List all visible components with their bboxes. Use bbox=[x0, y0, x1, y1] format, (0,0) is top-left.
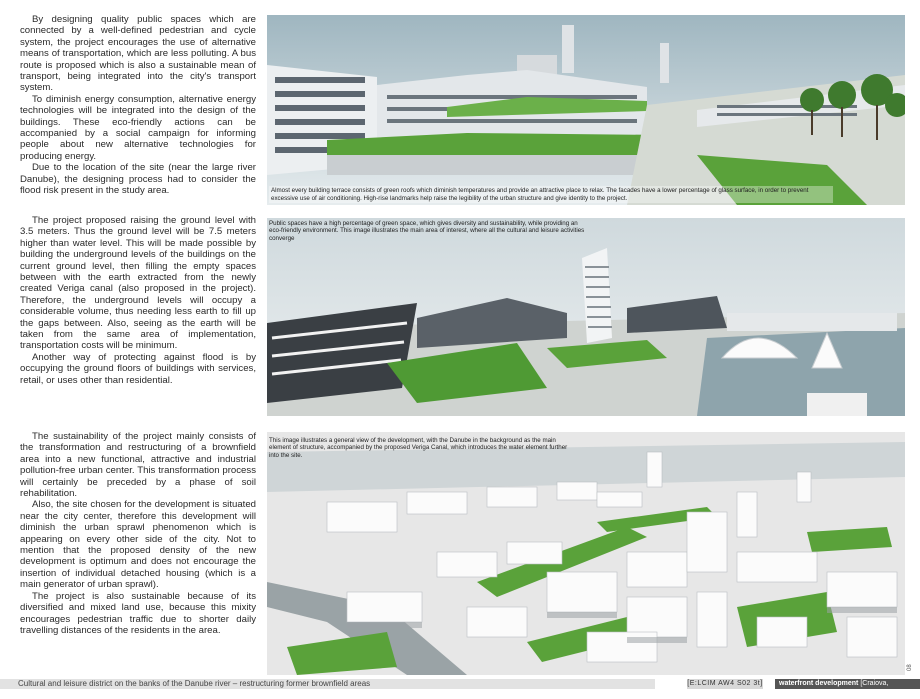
render-illustration bbox=[267, 15, 905, 205]
page-number: 08 bbox=[907, 664, 913, 671]
paragraph: Due to the location of the site (near the large river Danube), the designing process had to consider the flood risk present in the study area. bbox=[20, 162, 256, 197]
render-cultural-plaza bbox=[267, 218, 905, 416]
paragraph: The project proposed raising the ground level with 3.5 meters. Thus the ground level will be 7.5 meters higher than water level. This will be made possible by building the underground levels of the buildings on the current ground level, then filling the empty spaces between with the earth extracted from the newly created Veriga canal (also proposed in the project). Therefore, the underground levels will occupy a considerable volume, thus needing less earth to fill up the gaps between. Also, seeing as the earth will be taken from the same area of implementation, transportation costs will be minimum. bbox=[20, 215, 256, 352]
paragraph: Another way of protecting against flood is by occupying the ground floors of buildings with services, retail, or uses other than residential. bbox=[20, 351, 256, 386]
theme-label: waterfront development bbox=[779, 680, 859, 687]
footer-code: [E:LCIM AW4 S02 3t] bbox=[687, 680, 763, 687]
paragraph: The project is also sustainable because of its diversified and mixed land use, because this mixity encourages pedestrian traffic due to shorter daily travelling distances of the residents in the area. bbox=[20, 590, 256, 636]
caption: This image illustrates a general view of the development, with the Danube in the background as the main element of structure, accompanied by the proposed Veriga Canal, which introduces the water element further into the site. bbox=[269, 437, 568, 459]
theme-location: [Craiova, Romania] bbox=[779, 680, 889, 697]
text-block-sustainability bbox=[20, 431, 256, 636]
footer-title: Cultural and leisure district on the banks of the Danube river – restructuring former brownfield areas bbox=[0, 679, 655, 689]
render-illustration bbox=[267, 432, 905, 675]
paragraph: By designing quality public spaces which are connected by a well-defined pedestrian and cycle system, the project encourages the use of alternative means of transportation, which are less polluting. A bus route is proposed which is also a sustainable mean of transport, being integrated into the city's transport system. bbox=[20, 14, 256, 94]
render-illustration bbox=[267, 218, 905, 416]
caption: Almost every building terrace consists of green roofs which diminish temperatures and provide an attractive place to relax. The facades have a lower percentage of glass surface, in order to prevent excessive use of air conditioning. High-rise landmarks help raise the legibility of the urban structure and give identity to the project. bbox=[269, 186, 833, 203]
paragraph: Also, the site chosen for the development is situated near the city center, therefore this development will diminish the urban sprawl phenomenon which is appearing on every other side of the city. Not to mention that the proposed density of the new development is optimum and does not encourage the insertion of individual detached housing (which is a main generator of urban sprawl). bbox=[20, 499, 256, 591]
render-aerial-view bbox=[267, 432, 905, 675]
text-block-flood-protection bbox=[20, 215, 256, 386]
paragraph: The sustainability of the project mainly consists of the transformation and restructuring of a brownfield area into a new functional, attractive and industrial pollution-free urban center. This transformation process will certainly be preceded by a phase of soil rehabilitation. bbox=[20, 431, 256, 500]
footer-theme bbox=[775, 679, 920, 697]
caption: Public spaces have a high percentage of green space, which gives diversity and sustainability, while providing an eco-friendly environment. This image illustrates the main area of interest, where all the cultural and leisure activities converge bbox=[269, 220, 585, 242]
render-green-roofs bbox=[267, 15, 905, 205]
paragraph: To diminish energy consumption, alternative energy technologies will be integrated into the design of the buildings. These eco-friendly actions can be accompanied by a social campaign for informing people about new alternative technologies for producing energy. bbox=[20, 93, 256, 162]
text-block-green-roofs bbox=[20, 14, 256, 197]
